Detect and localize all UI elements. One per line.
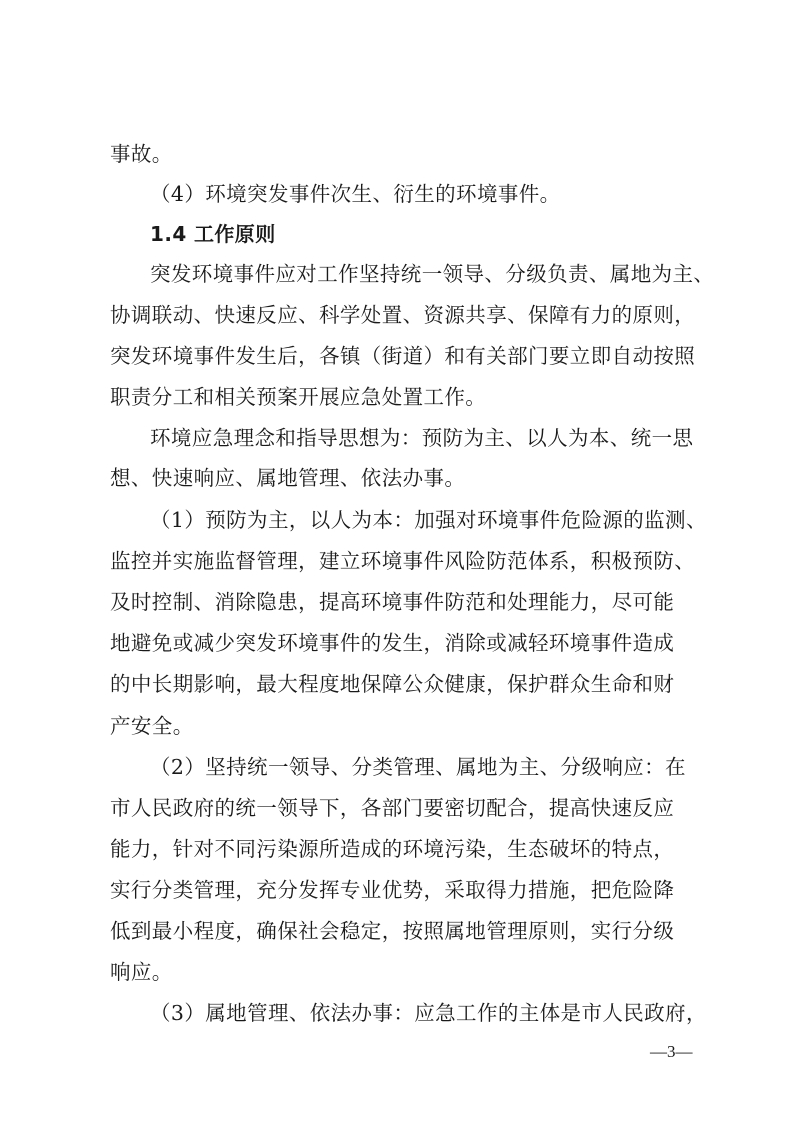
- text-line: 事故。: [110, 142, 173, 166]
- text-line: 低到最小程度，确保社会稳定，按照属地管理原则，实行分级: [110, 919, 675, 943]
- text-line: （2）坚持统一领导、分类管理、属地为主、分级响应：在: [150, 755, 686, 779]
- text-line: 地避免或减少突发环境事件的发生，消除或减轻环境事件造成: [110, 631, 675, 655]
- text-line: 实行分类管理，充分发挥专业优势，采取得力措施，把危险降: [110, 878, 675, 902]
- page-number: —3—: [650, 1042, 693, 1061]
- text-line: 想、快速响应、属地管理、依法办事。: [110, 466, 466, 490]
- text-line: 及时控制、消除隐患，提高环境事件防范和处理能力，尽可能: [110, 590, 675, 614]
- text-line: 突发环境事件应对工作坚持统一领导、分级负责、属地为主、: [150, 262, 715, 286]
- text-line: 响应。: [110, 960, 173, 984]
- text-line: 市人民政府的统一领导下，各部门要密切配合，提高快速反应: [110, 796, 675, 820]
- text-line: 环境应急理念和指导思想为：预防为主、以人为本、统一思: [150, 426, 694, 450]
- text-line: 能力，针对不同污染源所造成的环境污染，生态破坏的特点，: [110, 837, 675, 861]
- text-line: 协调联动、快速反应、科学处置、资源共享、保障有力的原则，: [110, 303, 696, 327]
- text-line: 监控并实施监督管理，建立环境事件风险防范体系，积极预防、: [110, 549, 696, 573]
- text-line: 的中长期影响，最大程度地保障公众健康，保护群众生命和财: [110, 672, 675, 696]
- text-line: 产安全。: [110, 714, 194, 738]
- section-heading: 1.4 工作原则: [150, 222, 276, 246]
- text-line: （1）预防为主，以人为本：加强对环境事件危险源的监测、: [150, 508, 707, 532]
- text-line: （4）环境突发事件次生、衍生的环境事件。: [150, 182, 561, 206]
- text-line: 突发环境事件发生后，各镇（街道）和有关部门要立即自动按照: [110, 344, 696, 368]
- text-line: （3）属地管理、依法办事：应急工作的主体是市人民政府，: [150, 1001, 707, 1025]
- text-line: 职责分工和相关预案开展应急处置工作。: [110, 385, 487, 409]
